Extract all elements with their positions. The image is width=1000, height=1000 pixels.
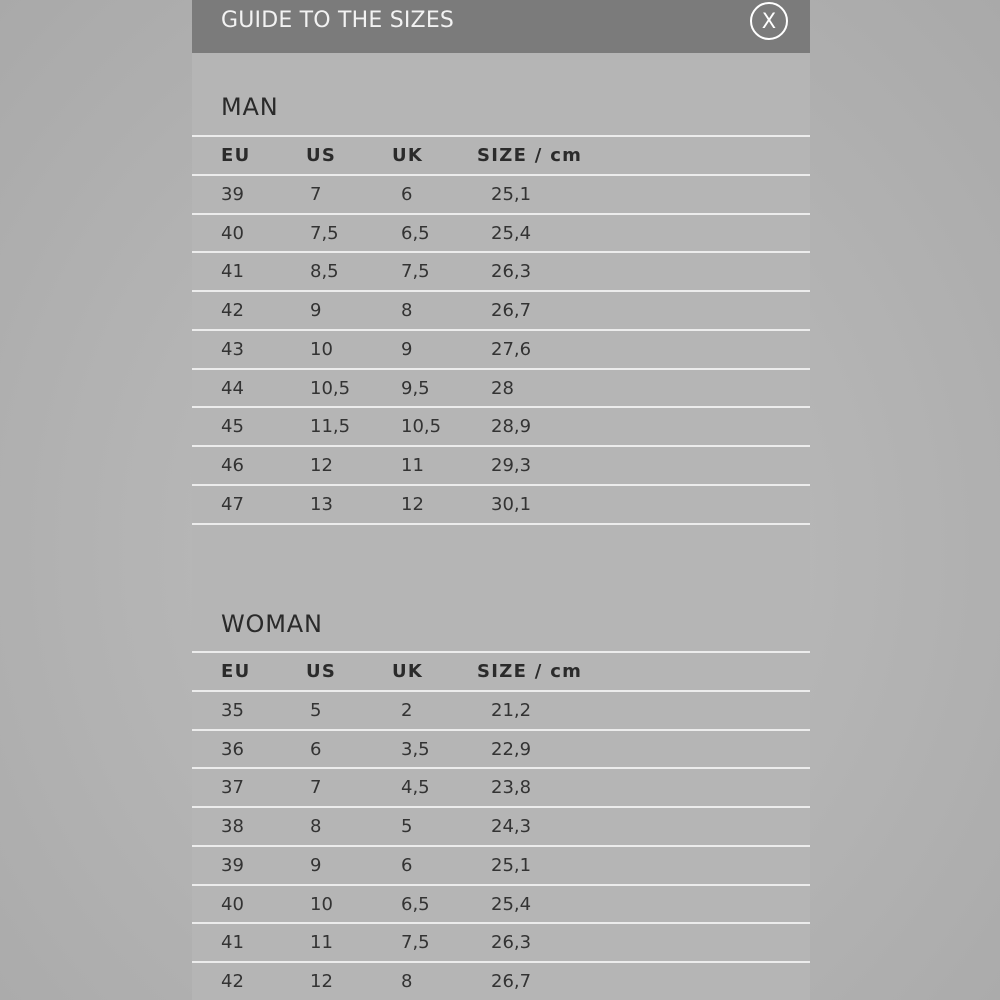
cell-eu: 46 [221,455,244,476]
cell-size-cm: 26,3 [491,932,532,954]
modal-header [192,0,810,53]
cell-us: 12 [310,971,333,992]
cell-us: 10,5 [310,377,351,399]
cell-us: 11 [310,932,333,954]
table-row [192,251,810,290]
cell-uk: 10,5 [401,416,442,438]
table-header-row [192,135,810,174]
cell-us: 5 [310,699,322,721]
table-row [192,922,810,961]
cell-eu: 42 [221,971,244,992]
table-row [192,329,810,368]
cell-us: 9 [310,300,322,321]
column-header-eu: EU [221,661,251,682]
close-button[interactable] [750,2,788,40]
table-row [192,806,810,845]
cell-size-cm: 23,8 [491,777,532,799]
table-row [192,884,810,923]
cell-us: 8,5 [310,261,339,283]
column-header-size-cm: SIZE / cm [477,661,583,682]
cell-uk: 11 [401,455,424,476]
cell-us: 9 [310,854,322,876]
cell-eu: 36 [221,738,244,760]
cell-eu: 38 [221,816,244,837]
cell-uk: 8 [401,971,413,992]
cell-us: 10 [310,338,333,360]
cell-uk: 6,5 [401,893,430,915]
table-row [192,690,810,729]
table-row [192,406,810,445]
column-header-size-cm: SIZE / cm [477,145,583,166]
cell-uk: 2 [401,699,413,721]
cell-us: 7 [310,183,322,205]
cell-uk: 9,5 [401,377,430,399]
cell-size-cm: 28 [491,377,514,399]
cell-uk: 7,5 [401,261,430,283]
column-header-us: US [306,145,337,166]
column-header-us: US [306,661,337,682]
modal-title: GUIDE TO THE SIZES [221,8,455,33]
cell-uk: 8 [401,300,413,321]
cell-uk: 12 [401,493,424,515]
table-row [192,484,810,523]
cell-size-cm: 26,7 [491,300,532,321]
cell-size-cm: 30,1 [491,493,532,515]
cell-eu: 40 [221,893,244,915]
cell-uk: 6 [401,854,413,876]
table-row [192,174,810,213]
woman-section-title: WOMAN [221,610,323,638]
cell-eu: 40 [221,222,244,244]
table-row [192,961,810,1000]
cell-eu: 39 [221,183,244,205]
cell-eu: 44 [221,377,244,399]
column-header-uk: UK [392,145,424,166]
cell-uk: 3,5 [401,738,430,760]
cell-size-cm: 25,1 [491,183,532,205]
table-header-row [192,651,810,690]
cell-eu: 41 [221,932,244,954]
size-guide-modal [192,0,810,1000]
cell-uk: 6,5 [401,222,430,244]
table-row [192,845,810,884]
table-row [192,368,810,407]
table-divider [192,523,810,525]
cell-size-cm: 27,6 [491,338,532,360]
cell-size-cm: 26,7 [491,971,532,992]
close-icon: X [761,9,777,33]
cell-us: 7 [310,777,322,799]
cell-uk: 5 [401,816,413,837]
cell-us: 11,5 [310,416,351,438]
table-row [192,445,810,484]
cell-eu: 37 [221,777,244,799]
table-row [192,213,810,252]
cell-size-cm: 24,3 [491,816,532,837]
cell-us: 7,5 [310,222,339,244]
column-header-uk: UK [392,661,424,682]
cell-size-cm: 26,3 [491,261,532,283]
cell-eu: 45 [221,416,244,438]
cell-us: 13 [310,493,333,515]
table-row [192,729,810,768]
cell-uk: 4,5 [401,777,430,799]
cell-size-cm: 25,1 [491,854,532,876]
cell-us: 8 [310,816,322,837]
cell-size-cm: 29,3 [491,455,532,476]
cell-size-cm: 21,2 [491,699,532,721]
cell-size-cm: 22,9 [491,738,532,760]
cell-size-cm: 28,9 [491,416,532,438]
cell-size-cm: 25,4 [491,222,532,244]
cell-size-cm: 25,4 [491,893,532,915]
table-row [192,767,810,806]
cell-uk: 7,5 [401,932,430,954]
cell-eu: 39 [221,854,244,876]
cell-eu: 35 [221,699,244,721]
cell-uk: 6 [401,183,413,205]
cell-us: 6 [310,738,322,760]
table-row [192,290,810,329]
cell-us: 10 [310,893,333,915]
cell-eu: 43 [221,338,244,360]
column-header-eu: EU [221,145,251,166]
cell-uk: 9 [401,338,413,360]
cell-eu: 47 [221,493,244,515]
cell-eu: 42 [221,300,244,321]
man-section-title: MAN [221,93,279,121]
cell-us: 12 [310,455,333,476]
cell-eu: 41 [221,261,244,283]
